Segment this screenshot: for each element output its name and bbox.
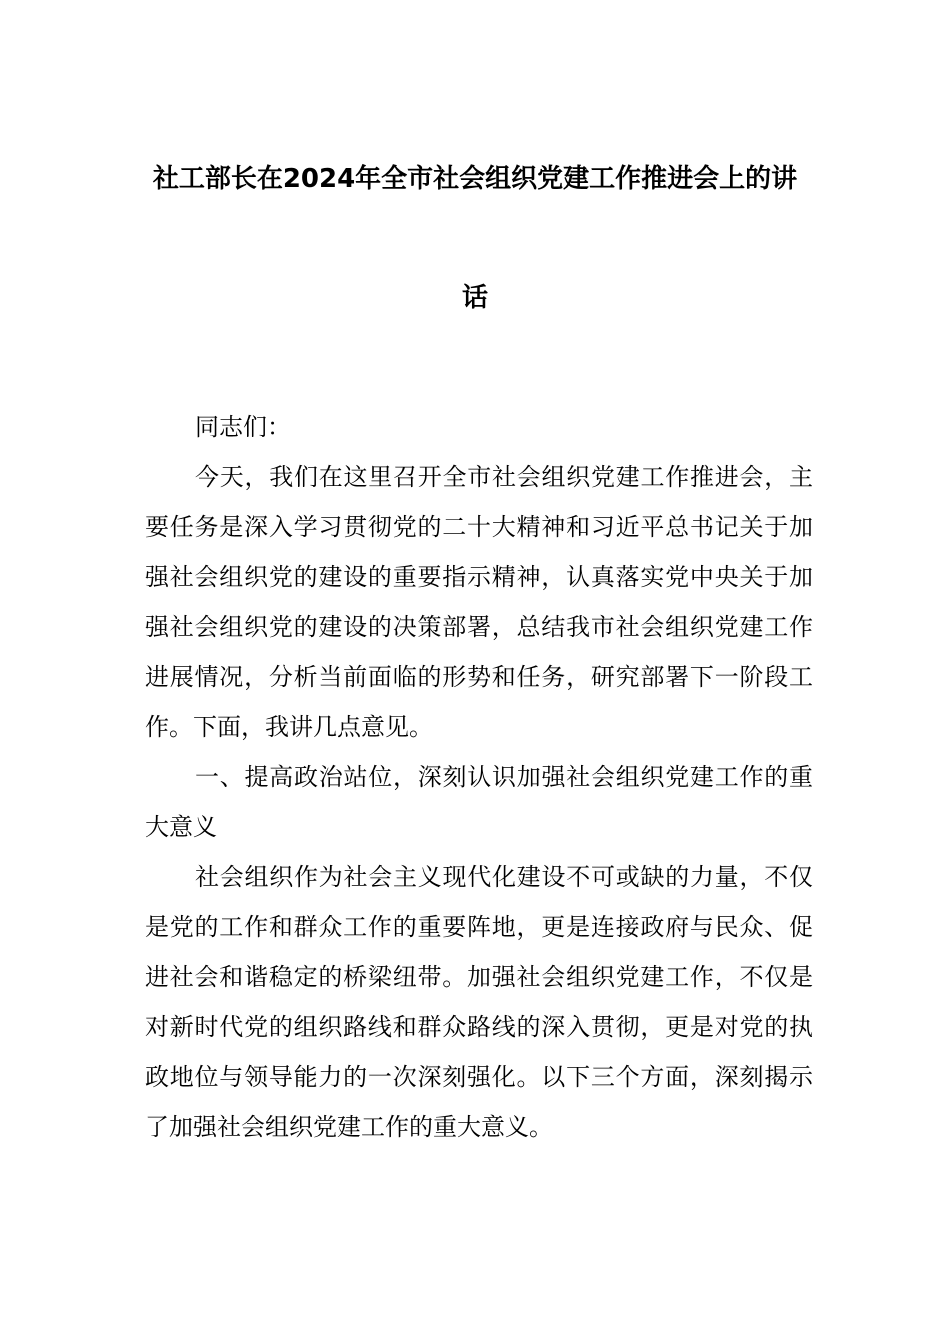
document-title-line-1: 社工部长在2024年全市社会组织党建工作推进会上的讲 [152,164,798,194]
paragraph-section-1: 社会组织作为社会主义现代化建设不可或缺的力量，不仅是党的工作和群众工作的重要阵地，更是连接政府与民众、促进社会和谐稳定的桥梁纽带。加强社会组织党建工作，不仅是对新时代党的组织路线和群众路线的深入贯彻，更是对党的执政地位与领导能力的一次深刻强化。以下三个方面，深刻揭示了加强社会组织党建工作的重大意义。 [145,863,813,1141]
paragraph-intro: 今天，我们在这里召开全市社会组织党建工作推进会，主要任务是深入学习贯彻党的二十大精神和习近平总书记关于加强社会组织党的建设的重要指示精神，认真落实党中央关于加强社会组织党的建设的决策部署，总结我市社会组织党建工作进展情况，分析当前面临的形势和任务，研究部署下一阶段工作。下面，我讲几点意见。 [145,463,813,741]
document-body [145,402,813,1152]
document-title-line-2: 话 [461,283,488,313]
salutation: 同志们： [195,413,291,441]
section-heading-1: 一、提高政治站位，深刻认识加强社会组织党建工作的重大意义 [145,763,813,841]
